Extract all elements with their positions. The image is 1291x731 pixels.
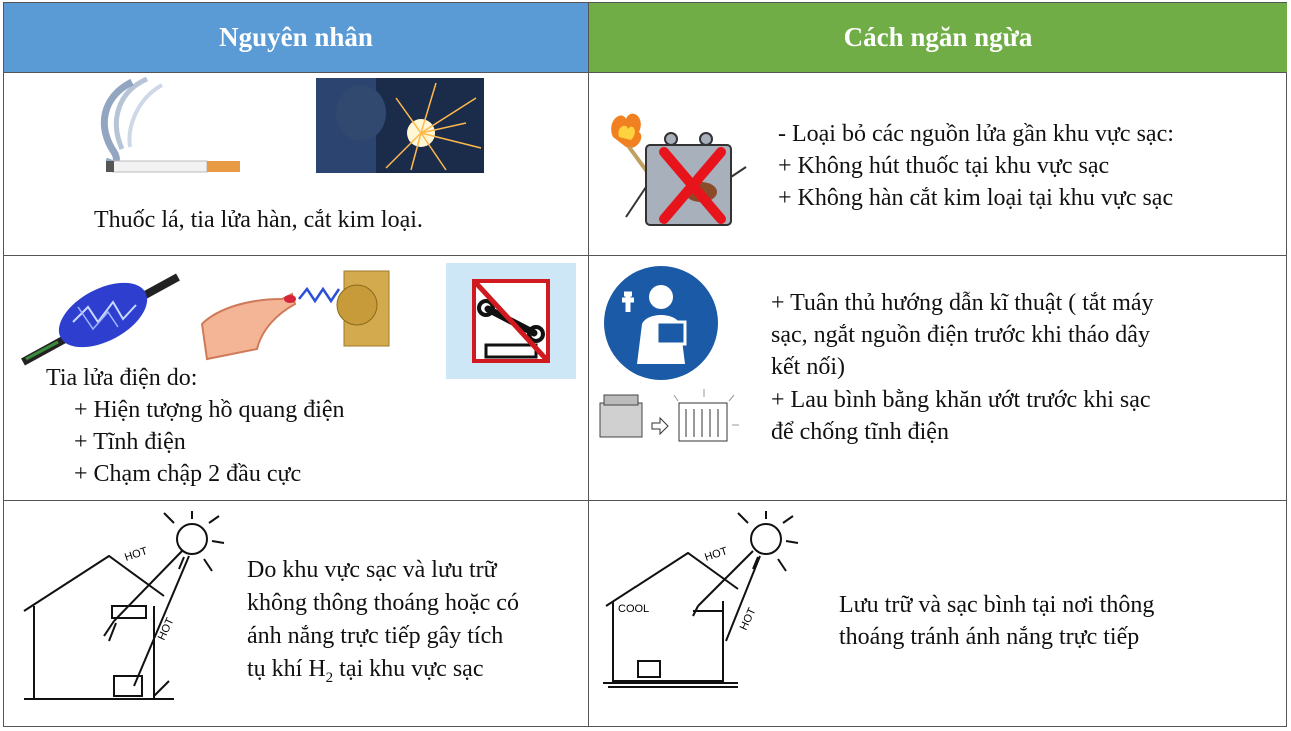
prevention-line: Lưu trữ và sạc bình tại nơi thông bbox=[839, 592, 1155, 618]
hot-label: HOT bbox=[703, 545, 730, 564]
cause-line: Tia lửa điện do: bbox=[46, 365, 198, 391]
column-divider bbox=[588, 3, 589, 727]
hot-label: HOT bbox=[123, 545, 150, 564]
welding-sparks-image bbox=[316, 78, 484, 173]
prevention-line: - Loại bỏ các nguồn lửa gần khu vực sạc: bbox=[778, 121, 1174, 147]
header-causes: Nguyên nhân bbox=[4, 3, 588, 72]
prevention-line: + Không hút thuốc tại khu vực sạc bbox=[778, 153, 1110, 179]
row-divider bbox=[4, 72, 1287, 73]
row-divider bbox=[4, 500, 1287, 501]
cause-text-1: Thuốc lá, tia lửa hàn, cắt kim loại. bbox=[94, 207, 423, 233]
cause-line: + Tĩnh điện bbox=[74, 429, 186, 455]
cool-label: COOL bbox=[618, 603, 650, 615]
cause-line: + Chạm chập 2 đầu cực bbox=[74, 461, 302, 487]
no-fire-battery-icon bbox=[601, 107, 749, 229]
hot-label: HOT bbox=[155, 616, 177, 643]
short-circuit-warning-icon bbox=[446, 263, 576, 379]
row-divider bbox=[4, 255, 1287, 256]
header-prevention: Cách ngăn ngừa bbox=[589, 3, 1287, 72]
cause-line: ánh nắng trực tiếp gây tích bbox=[247, 623, 504, 649]
prevention-line: sạc, ngắt nguồn điện trước khi tháo dây bbox=[771, 322, 1150, 348]
cause-line: Do khu vực sạc và lưu trữ bbox=[247, 557, 497, 583]
prevention-line: + Không hàn cắt kim loại tại khu vực sạc bbox=[778, 185, 1174, 211]
hot-house-sketch bbox=[14, 511, 226, 711]
battery-cleaning-icon bbox=[594, 385, 742, 455]
cause-line: + Hiện tượng hồ quang điện bbox=[74, 397, 345, 423]
cause-line-h2: tụ khí $H_2$ tại khu vực sạc bbox=[247, 656, 484, 686]
read-manual-icon bbox=[602, 264, 720, 382]
cigarette-image bbox=[92, 77, 242, 175]
static-shock-image bbox=[197, 269, 397, 363]
prevention-line: kết nối) bbox=[771, 354, 845, 380]
cause-line: không thông thoáng hoặc có bbox=[247, 590, 519, 616]
cool-house-sketch bbox=[598, 511, 798, 691]
prevention-line: để chống tĩnh điện bbox=[771, 419, 949, 445]
prevention-line: + Tuân thủ hướng dẫn kĩ thuật ( tắt máy bbox=[771, 290, 1154, 316]
hot-label: HOT bbox=[737, 606, 759, 633]
arc-cable-image bbox=[18, 267, 193, 367]
prevention-line: thoáng tránh ánh nắng trực tiếp bbox=[839, 624, 1140, 650]
safety-table bbox=[3, 2, 1287, 727]
prevention-line: + Lau bình bằng khăn ướt trước khi sạc bbox=[771, 387, 1151, 413]
